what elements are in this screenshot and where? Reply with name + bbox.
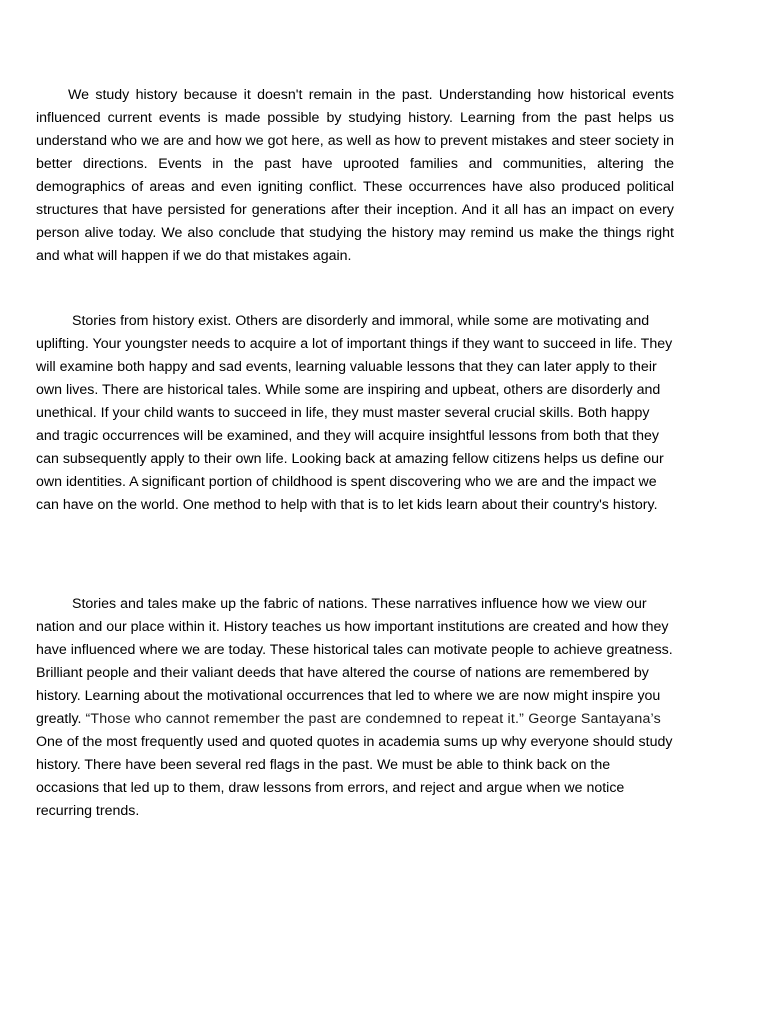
santayana-quote: “Those who cannot remember the past are condemned to repeat it.” George Santayana’s — [85, 711, 661, 727]
paragraph-3-conclusion: One of the most frequently used and quoted quotes in academia sums up why everyone should study history. There have been several red flags in the past. We must be able to think back on the occasions that led up to them, draw lessons from errors, and reject and argue when we notice recurring trends. — [36, 734, 673, 819]
paragraph-1: We study history because it doesn't remain in the past. Understanding how historical events influenced current events is made possible by studying history. Learning from the past helps us understand who we are and how we got here, as well as how to prevent mistakes and steer society in better directions. Events in the past have uprooted families and communities, altering the demographics of areas and even igniting conflict. These occurrences have also produced political structures that have persisted for generations after their inception. And it all has an impact on every person alive today. We also conclude that studying the history may remind us make the things right and what will happen if we do that mistakes again. — [36, 87, 674, 264]
paragraph-2: Stories from history exist. Others are disorderly and immoral, while some are motivating and uplifting. Your youngster needs to acquire a lot of important things if they want to succeed in life. They will examine both happy and sad events, learning valuable lessons that they can later apply to their own lives. There are historical tales. While some are inspiring and upbeat, others are disorderly and unethical. If your child wants to succeed in life, they must master several crucial skills. Both happy and tragic occurrences will be examined, and they will acquire insightful lessons from both that they can subsequently apply to their own life. Looking back at amazing fellow citizens helps us define our own identities. A significant portion of childhood is spent discovering who we are and the impact we can have on the world. One method to help with that is to let kids learn about their country's history. — [36, 313, 673, 513]
paragraph-3-intro: Stories and tales make up the fabric of nations. These narratives influence how we view our nation and our place within it. History teaches us how important institutions are created and how they have influenced where we are today. These historical tales can motivate people to achieve greatness. Brilliant people and their valiant deeds that have altered the course of nations are remembered by history. Learning about the motivational occurrences that led to where we are now might inspire you greatly. — [36, 596, 673, 727]
paragraph-3 — [36, 593, 674, 823]
